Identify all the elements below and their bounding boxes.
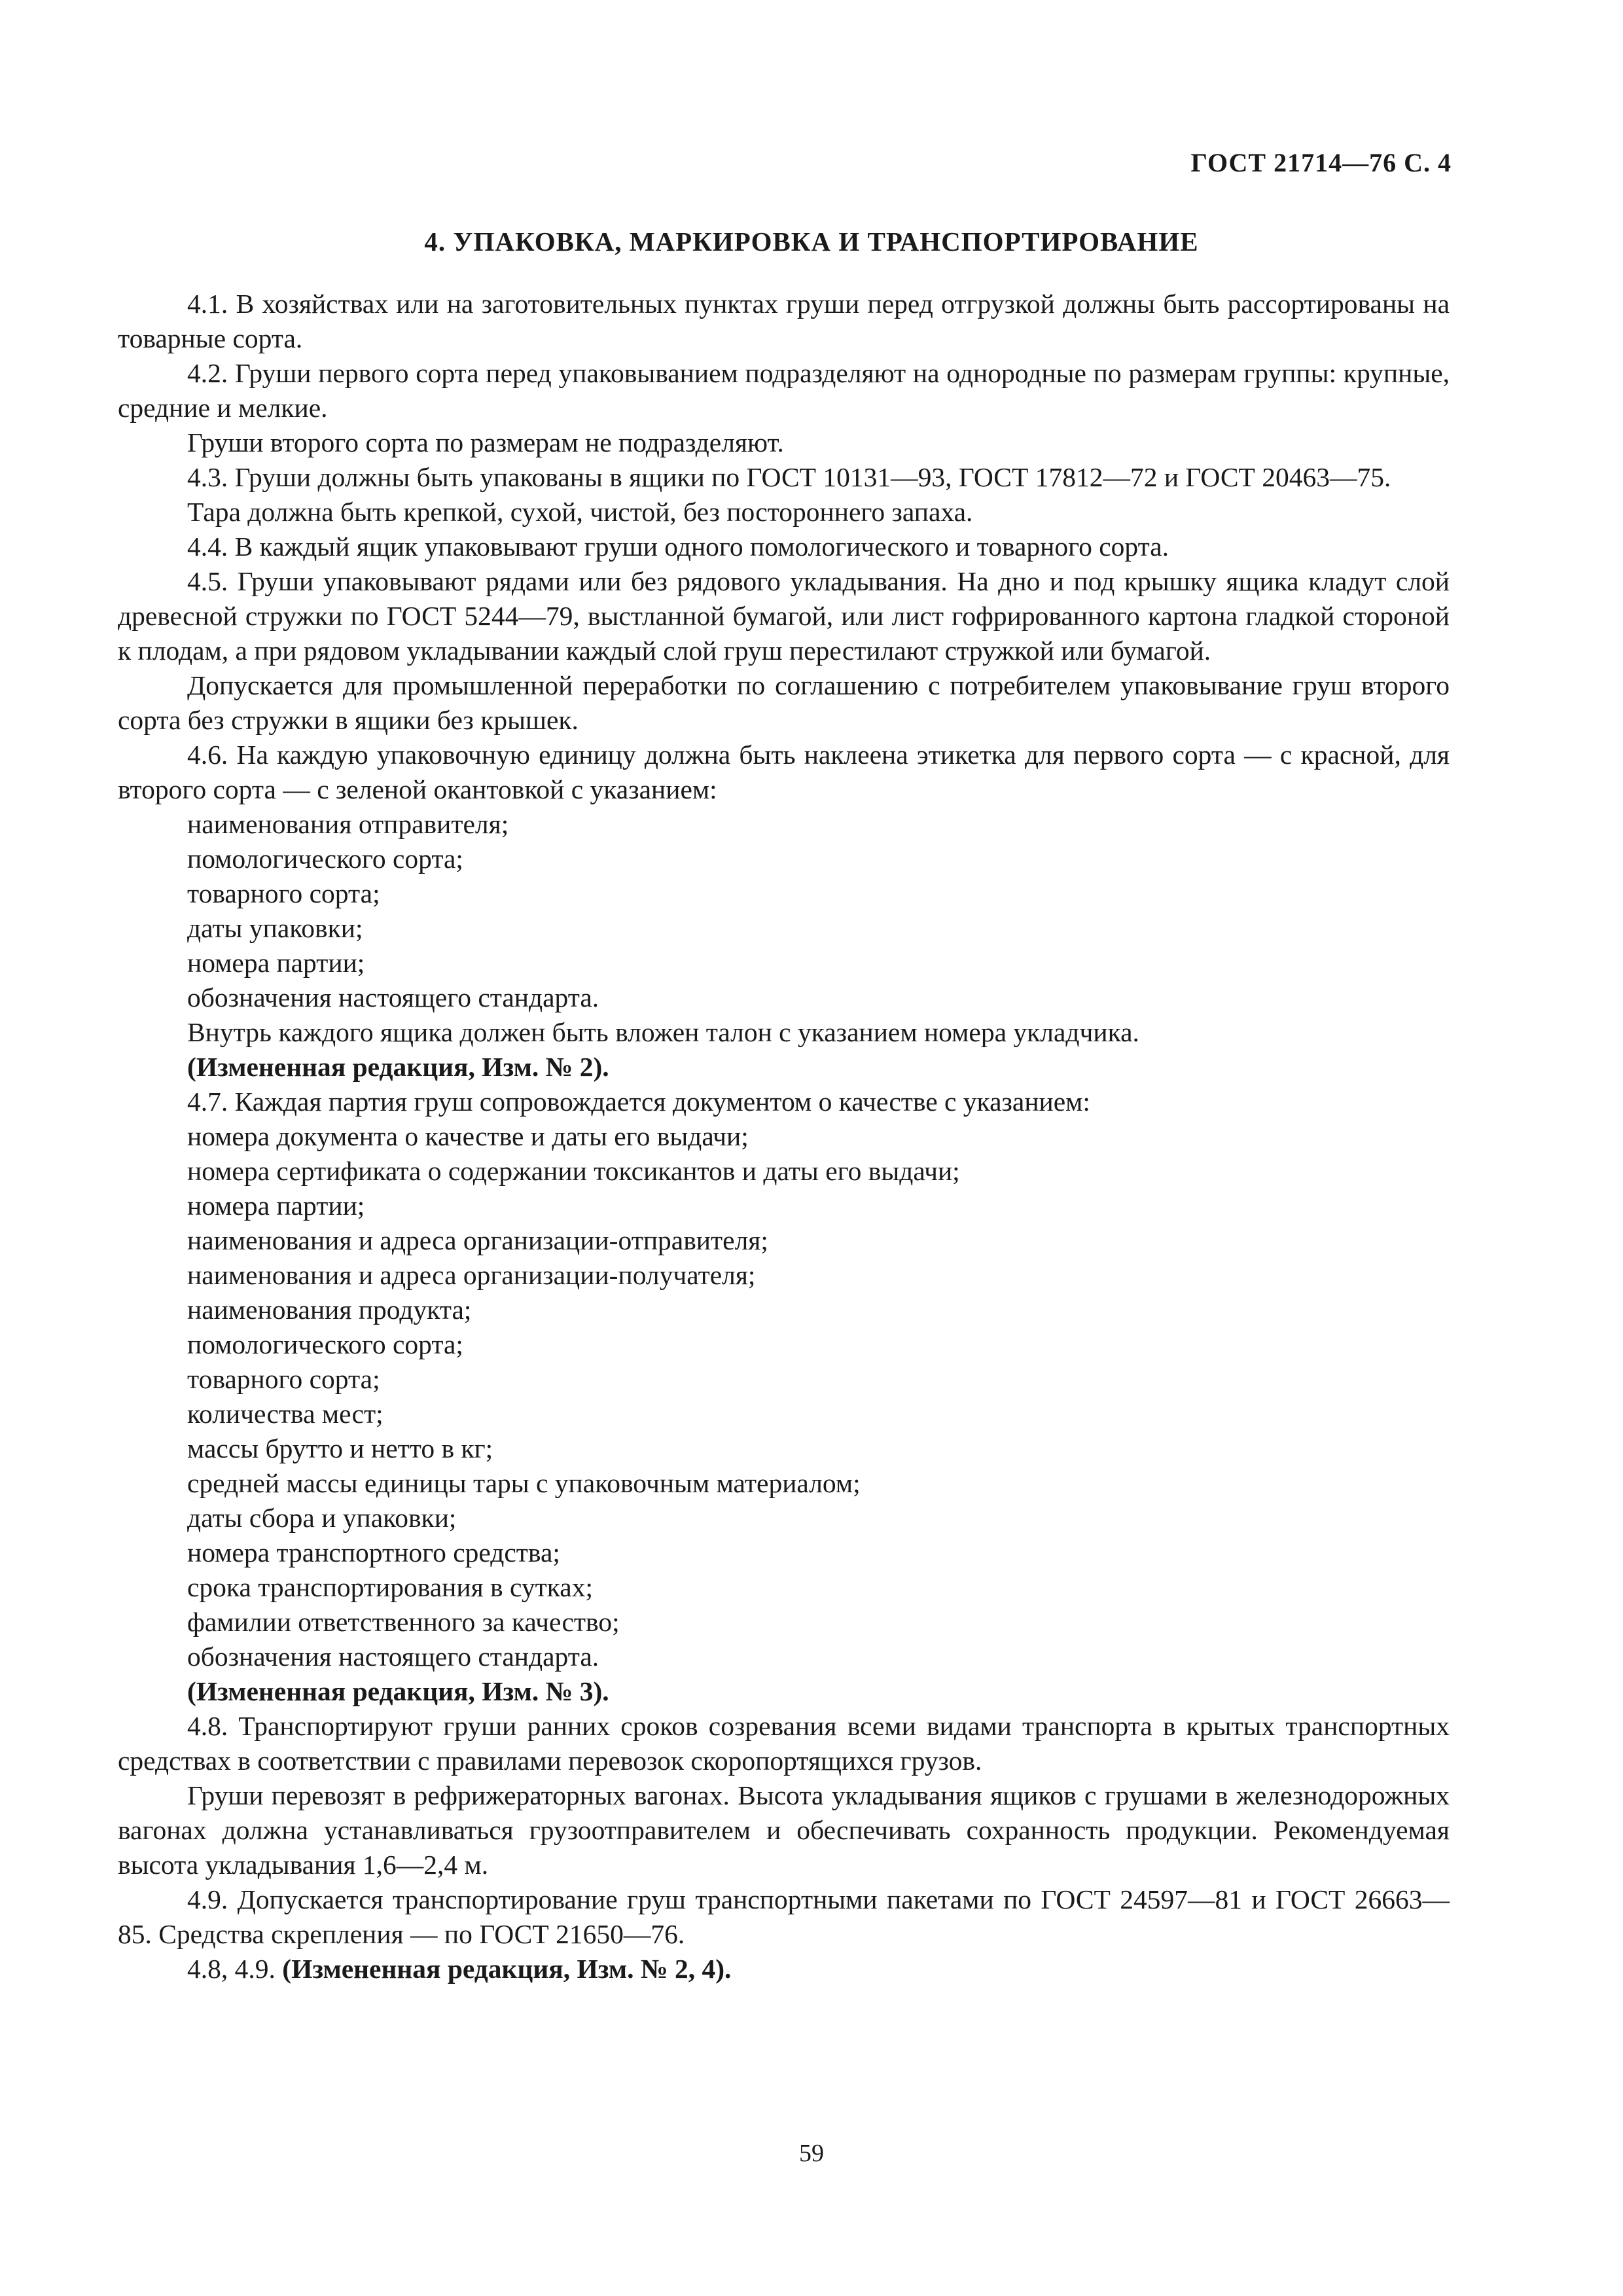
paragraph-4-3: 4.3. Груши должны быть упакованы в ящики по ГОСТ 10131—93, ГОСТ 17812—72 и ГОСТ 20463—75. [187,462,1391,492]
list-item: наименования отправителя; [187,809,509,839]
list-item: номера партии; [187,1191,365,1221]
list-item: срока транспортирования в сутках; [187,1572,594,1602]
list-4-6 [118,807,1450,1015]
list-item: фамилии ответственного за качество; [187,1607,620,1637]
paragraph-4-2: 4.2. Груши первого сорта перед упаковыванием подразделяют на однородные по размерам группы: крупные, средние и мелкие. [118,358,1450,423]
paragraph-4-4: 4.4. В каждый ящик упаковывают груши одного помологического и товарного сорта. [187,531,1169,562]
paragraph-4-2-note: Груши второго сорта по размерам не подразделяют. [187,427,784,457]
list-item: наименования продукта; [187,1295,472,1325]
amendment-note-2-4: 4.8, 4.9. (Измененная редакция, Изм. № 2, 4). [187,1954,732,1984]
list-item: наименования и адреса организации-отправителя; [187,1225,768,1255]
list-item: даты сбора и упаковки; [187,1503,457,1533]
list-item: количества мест; [187,1399,383,1429]
paragraph-4-8-note: Груши перевозят в рефрижераторных вагонах. Высота укладывания ящиков с грушами в железнодорожных вагонах должна устанавливаться грузоотправителем и обеспечивать сохранность продукции. Рекомендуемая высота укладывания 1,6—2,4 м. [118,1780,1450,1880]
amendment-note-3: (Измененная редакция, Изм. № 3). [187,1676,609,1706]
paragraph-4-3-note: Тара должна быть крепкой, сухой, чистой, без постороннего запаха. [187,497,973,527]
list-item: обозначения настоящего стандарта. [187,982,599,1013]
list-item: массы брутто и нетто в кг; [187,1433,493,1463]
list-item: помологического сорта; [187,844,463,874]
list-item: товарного сорта; [187,1364,380,1394]
list-item: номера партии; [187,948,365,978]
document-header: ГОСТ 21714—76 С. 4 [1190,148,1452,177]
paragraph-4-6-note: Внутрь каждого ящика должен быть вложен талон с указанием номера укладчика. [187,1017,1139,1047]
list-4-7 [118,1119,1450,1674]
list-item: даты упаковки; [187,913,363,943]
paragraph-4-6: 4.6. На каждую упаковочную единицу должна быть наклеена этикетка для первого сорта — с красной, для второго сорта — с зеленой окантовкой с указанием: [118,740,1450,804]
paragraph-4-5: 4.5. Груши упаковывают рядами или без рядового укладывания. На дно и под крышку ящика кладут слой древесной стружки по ГОСТ 5244—79, выстланной бумагой, или лист гофрированного картона гладкой стороной к плодам, а при рядовом укладывании каждый слой груш перестилают стружкой или бумагой. [118,566,1450,666]
paragraph-4-5-note: Допускается для промышленной переработки по соглашению с потребителем упаковывание груш второго сорта без стружки в ящики без крышек. [118,670,1450,735]
list-item: помологического сорта; [187,1329,463,1359]
paragraph-4-7: 4.7. Каждая партия груш сопровождается документом о качестве с указанием: [187,1086,1090,1117]
list-item: товарного сорта; [187,878,380,908]
page-number: 59 [799,2140,824,2167]
list-item: наименования и адреса организации-получателя; [187,1260,756,1290]
list-item: номера документа о качестве и даты его выдачи; [187,1121,749,1151]
section-title: 4. УПАКОВКА, МАРКИРОВКА И ТРАНСПОРТИРОВАНИЕ [424,226,1199,257]
list-item: обозначения настоящего стандарта. [187,1641,599,1672]
paragraph-4-1: 4.1. В хозяйствах или на заготовительных пунктах груши перед отгрузкой должны быть рассортированы на товарные сорта. [118,289,1450,353]
document-body [118,287,1450,1986]
amendment-note-2: (Измененная редакция, Изм. № 2). [187,1052,609,1082]
paragraph-4-9: 4.9. Допускается транспортирование груш транспортными пакетами по ГОСТ 24597—81 и ГОСТ 26663—85. Средства скрепления — по ГОСТ 21650—76. [118,1884,1450,1949]
paragraph-4-8: 4.8. Транспортируют груши ранних сроков созревания всеми видами транспорта в крытых транспортных средствах в соответствии с правилами перевозок скоропортящихся грузов. [118,1711,1450,1776]
list-item: номера транспортного средства; [187,1537,560,1568]
list-item: номера сертификата о содержании токсикантов и даты его выдачи; [187,1156,960,1186]
list-item: средней массы единицы тары с упаковочным материалом; [187,1468,861,1498]
